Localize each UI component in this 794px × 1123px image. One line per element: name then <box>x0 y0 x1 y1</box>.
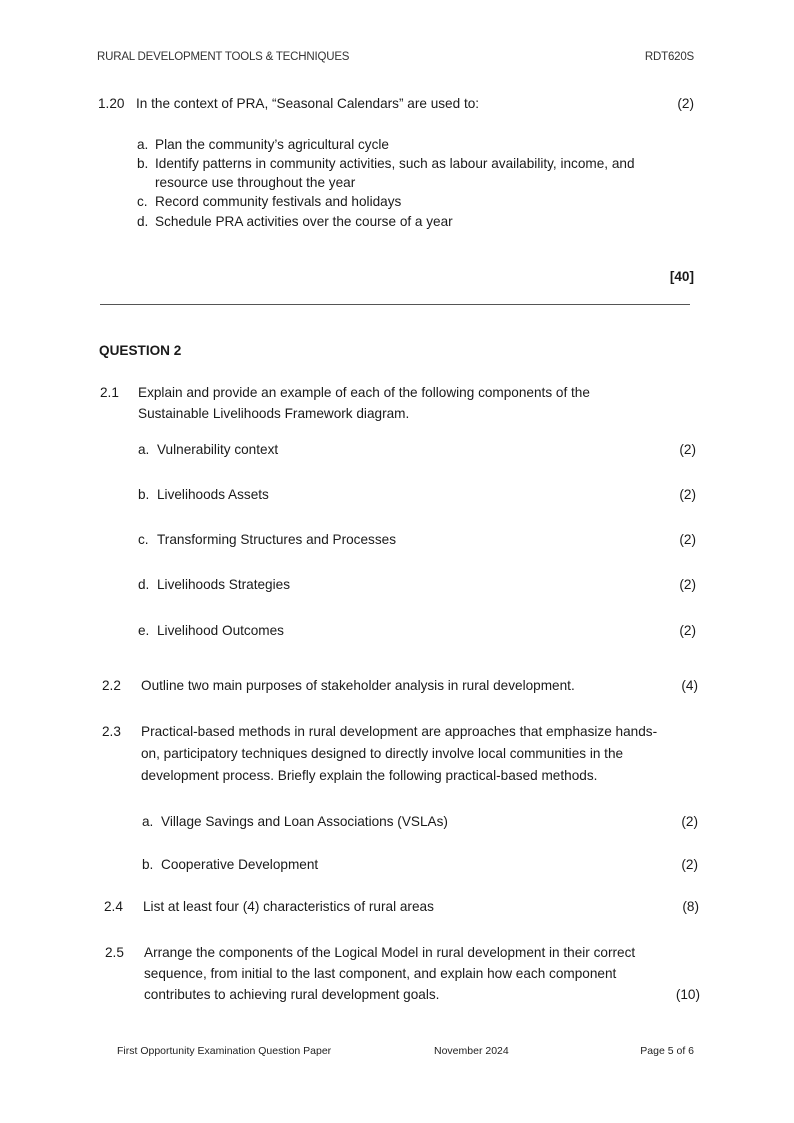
question-text: on, participatory techniques designed to directly involve local communities in the <box>141 746 624 761</box>
question-text: contributes to achieving rural development goals. <box>144 987 440 1002</box>
part-text: Livelihoods Strategies <box>157 577 290 592</box>
part-label: d. <box>138 577 150 592</box>
question-text: Practical-based methods in rural development are approaches that emphasize hands- <box>141 724 658 739</box>
question-marks: (4) <box>681 678 698 693</box>
question-marks: (2) <box>677 96 694 111</box>
part-text: Livelihood Outcomes <box>157 623 284 638</box>
part-label: b. <box>142 857 154 872</box>
option-text: Plan the community’s agricultural cycle <box>155 137 389 152</box>
question-number: 2.1 <box>100 385 119 400</box>
option-label: c. <box>137 194 148 209</box>
question-number: 2.3 <box>102 724 121 739</box>
question-text: Sustainable Livelihoods Framework diagram. <box>138 406 410 421</box>
question-text: List at least four (4) characteristics of rural areas <box>143 899 434 914</box>
part-marks: (2) <box>679 623 696 638</box>
option-label: d. <box>137 214 149 229</box>
part-label: b. <box>138 487 150 502</box>
question-number: 2.4 <box>104 899 123 914</box>
option-label: b. <box>137 156 149 171</box>
question-text: Explain and provide an example of each of the following components of the <box>138 385 590 400</box>
option-text: resource use throughout the year <box>155 175 356 190</box>
section-divider <box>100 304 690 305</box>
part-label: a. <box>138 442 150 457</box>
part-text: Transforming Structures and Processes <box>157 532 396 547</box>
part-marks: (2) <box>679 577 696 592</box>
question-text: Arrange the components of the Logical Model in rural development in their correct <box>144 945 636 960</box>
part-label: a. <box>142 814 154 829</box>
part-marks: (2) <box>679 442 696 457</box>
question-text: sequence, from initial to the last component, and explain how each component <box>144 966 617 981</box>
option-text: Record community festivals and holidays <box>155 194 402 209</box>
part-marks: (2) <box>679 487 696 502</box>
part-label: c. <box>138 532 149 547</box>
question-text: In the context of PRA, “Seasonal Calendars” are used to: <box>136 96 480 111</box>
question-marks: (8) <box>682 899 699 914</box>
course-code: RDT620S <box>644 51 694 63</box>
part-marks: (2) <box>681 857 698 872</box>
part-text: Livelihoods Assets <box>157 487 269 502</box>
question-text: development process. Briefly explain the following practical-based methods. <box>141 768 598 783</box>
option-text: Identify patterns in community activities, such as labour availability, income, and <box>155 156 635 171</box>
part-text: Village Savings and Loan Associations (VSLAs) <box>161 814 448 829</box>
footer-page-number: Page 5 of 6 <box>640 1045 694 1057</box>
question-2-title: QUESTION 2 <box>99 343 182 358</box>
footer-date: November 2024 <box>434 1045 509 1057</box>
part-label: e. <box>138 623 150 638</box>
question-marks: (10) <box>675 987 700 1002</box>
option-label: a. <box>137 137 149 152</box>
part-marks: (2) <box>681 814 698 829</box>
question-number: 2.2 <box>102 678 121 693</box>
question-number: 1.20 <box>98 96 125 111</box>
question-number: 2.5 <box>105 945 124 960</box>
section-total: [40] <box>669 269 694 284</box>
course-title: RURAL DEVELOPMENT TOOLS & TECHNIQUES <box>97 51 350 63</box>
part-text: Vulnerability context <box>157 442 279 457</box>
part-marks: (2) <box>679 532 696 547</box>
part-text: Cooperative Development <box>161 857 319 872</box>
question-text: Outline two main purposes of stakeholder analysis in rural development. <box>141 678 575 693</box>
footer-exam-type: First Opportunity Examination Question Paper <box>117 1045 332 1057</box>
option-text: Schedule PRA activities over the course of a year <box>155 214 453 229</box>
